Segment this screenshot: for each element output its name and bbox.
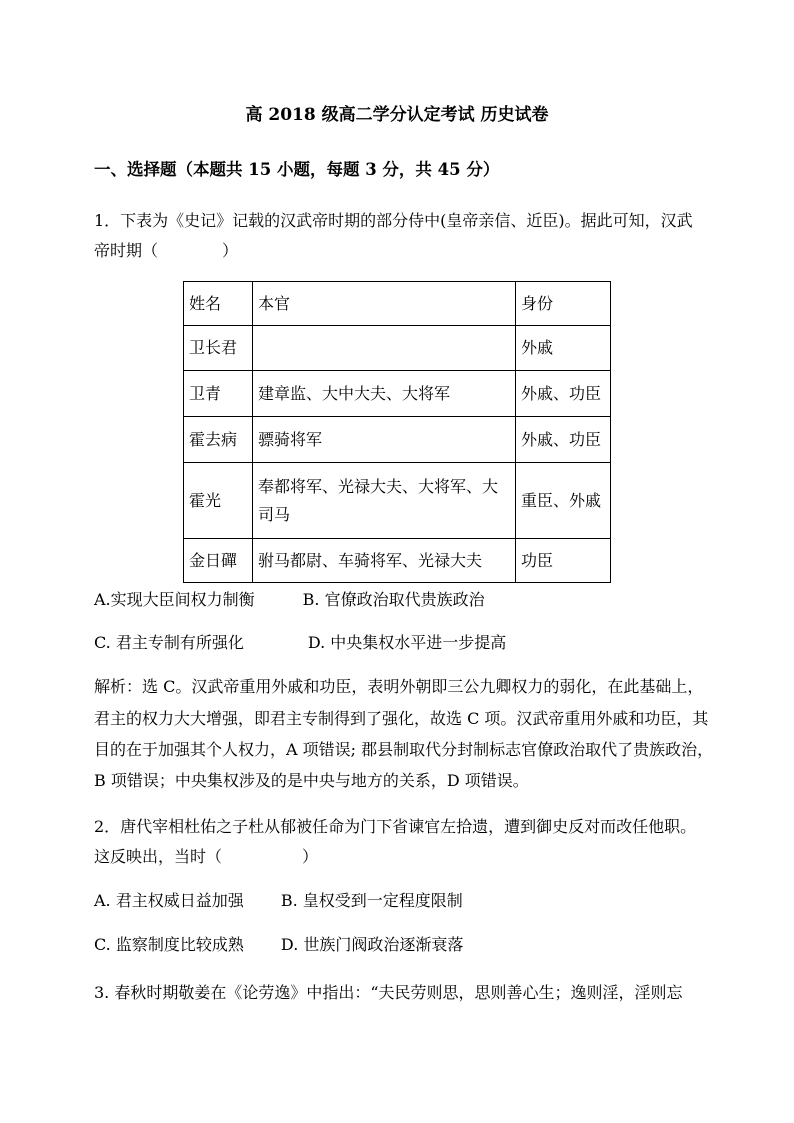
table-header-cell: 姓名 [184,282,253,326]
q1-options-line1: A.实现大臣间权力制衡 B. 官僚政治取代贵族政治 [94,590,485,609]
table-cell: 外戚、功臣 [516,371,611,417]
table-cell: 卫青 [184,371,253,417]
q1-options-line2: C. 君主专制有所强化 D. 中央集权水平进一步提高 [94,633,507,652]
table-cell: 驸马都尉、车骑将军、光禄大夫 [253,539,516,583]
table-row [184,463,611,539]
page-title: 高 2018 级高二学分认定考试 历史试卷 [245,105,549,125]
q2-stem-line2: 这反映出，当时（ ） [94,847,319,866]
table-cell: 外戚、功臣 [516,417,611,463]
table-cell: 建章监、大中大夫、大将军 [253,371,516,417]
table-row [184,417,611,463]
table-cell: 金日磾 [184,539,253,583]
q1-analysis-line4: B 项错误；中央集权涉及的是中央与地方的关系，D 项错误。 [94,771,529,790]
q2-options-line2: C. 监察制度比较成熟 D. 世族门阀政治逐渐衰落 [94,935,464,954]
table-cell [253,326,516,371]
table-cell: 霍光 [184,463,253,539]
table-header-cell: 本官 [253,282,516,326]
q1-analysis-line2: 君主的权力大大增强，即君主专制得到了强化，故选 C 项。汉武帝重用外戚和功臣，其 [94,709,709,728]
table-header-row [184,282,611,326]
table-row [184,539,611,583]
table-cell: 奉都将军、光禄大夫、大将军、大司马 [253,463,516,539]
section-heading: 一、选择题（本题共 15 小题，每题 3 分，共 45 分） [94,160,500,179]
table-cell: 功臣 [516,539,611,583]
q1-stem-line1: 1．下表为《史记》记载的汉武帝时期的部分侍中(皇帝亲信、近臣)。据此可知，汉武 [94,211,693,230]
table-cell: 重臣、外戚 [516,463,611,539]
q1-table [183,281,611,583]
table-header-cell: 身份 [516,282,611,326]
q1-analysis-line1: 解析：选 C。汉武帝重用外戚和功臣，表明外朝即三公九卿权力的弱化，在此基础上， [94,677,704,696]
q1-stem-line2: 帝时期（ ） [94,241,239,260]
table-cell: 霍去病 [184,417,253,463]
table-row [184,371,611,417]
q2-options-line1: A. 君主权威日益加强 B. 皇权受到一定程度限制 [94,891,463,910]
table-cell: 卫长君 [184,326,253,371]
q1-analysis-line3: 目的在于加强其个人权力，A 项错误; 郡县制取代分封制标志官僚政治取代了贵族政治， [94,740,714,759]
table-row [184,326,611,371]
q3-stem-line1: 3. 春秋时期敬姜在《论劳逸》中指出：“夫民劳则思，思则善心生；逸则淫，淫则忘 [94,983,683,1002]
q2-stem-line1: 2．唐代宰相杜佑之子杜从郁被任命为门下省谏官左拾遗，遭到御史反对而改任他职。 [94,817,697,836]
table-cell: 外戚 [516,326,611,371]
table-cell: 骠骑将军 [253,417,516,463]
